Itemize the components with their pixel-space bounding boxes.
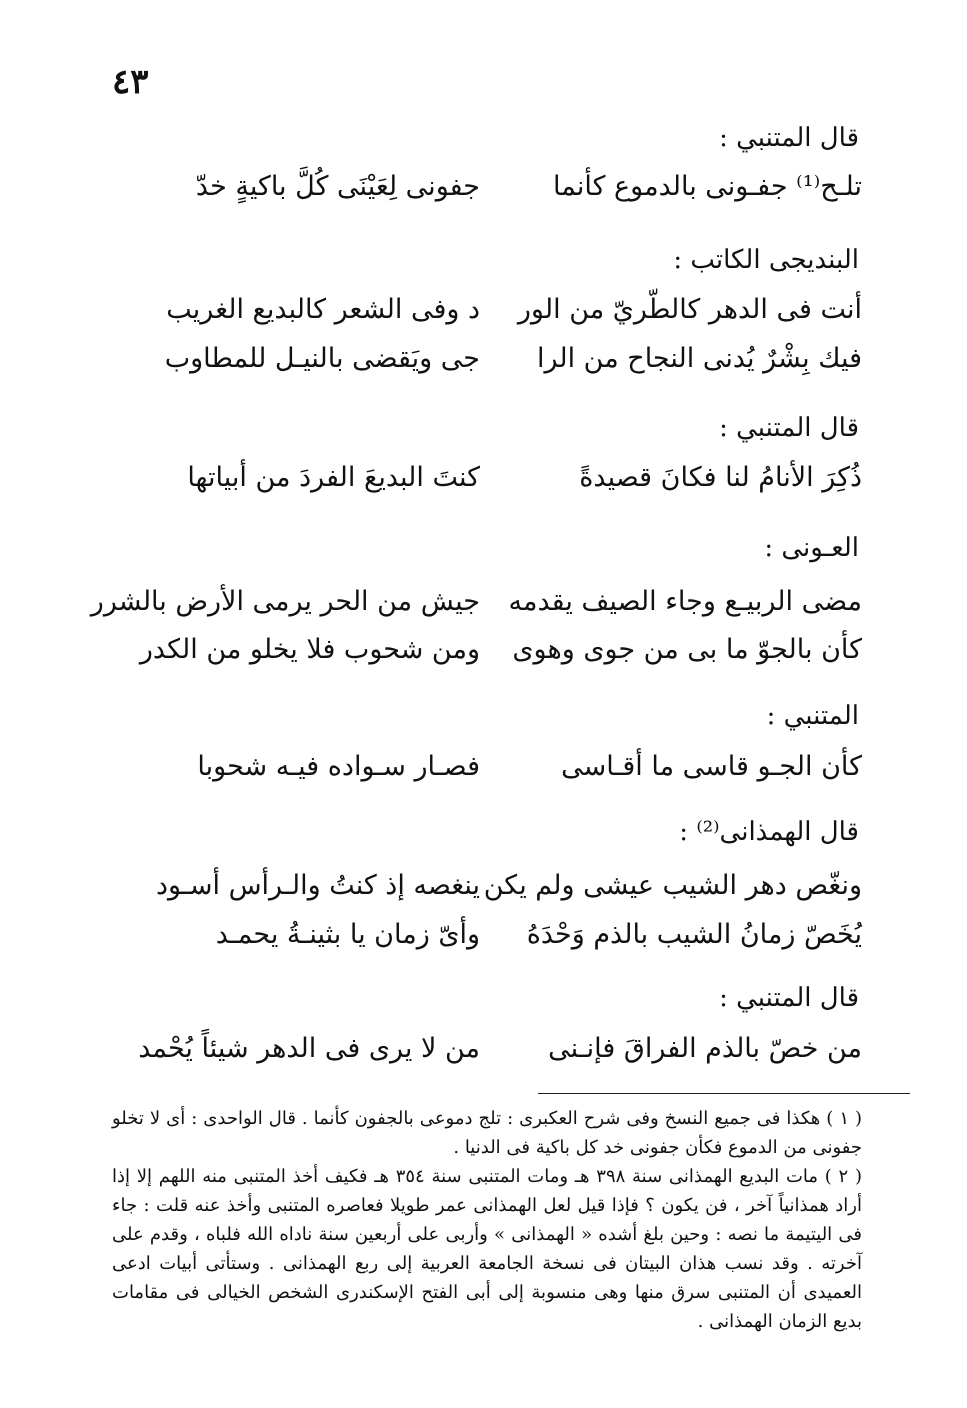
verse-first-hemistich: أنت فى الدهر كالطّريّ من الور (517, 294, 862, 325)
verse-first-hemistich: تلـح⁽¹⁾ جفـونى بالدموع كأنما (553, 171, 862, 202)
verse-first-hemistich: فيك بِشْرٌ يُدنى النجاح من الرا (536, 343, 862, 374)
verse-second-hemistich: د وفى الشعر كالبديع الغريب (166, 294, 480, 325)
verse-second-hemistich: ومن شحوب فلا يخلو من الكدر (139, 634, 480, 665)
footnotes (112, 1104, 862, 1336)
footnote-divider (538, 1093, 910, 1094)
footnote-2: ( ٢ ) مات البديع الهمذانى سنة ٣٩٨ هـ ومات المتنبى سنة ٣٥٤ هـ فكيف أخذ المتنبى منه اللهم إلا إذا أراد همذانياً آخر ، فن يكون ؟ فإذا قيل لعل الهمذانى عمر طويلا فعاصره المتنبى وأخذ عنه قلت : جاء فى اليتيمة ما نصه : وحين بلغ أشده « الهمذانى » وأربى على أربعين سنة ناداه الله فلباه ، وقدم على آخرته . وقد نسب هذان البيتان فى نسخة الجامعة العربية إلى ربع الهمذانى . وستأتى أبيات ادعى العميدى أن المتنبى سرق منها وهى منسوبة إلى أبى الفتح الإسكندرى الشخص الخيالى فى مقامات بديع الزمان الهمذانى . (112, 1166, 862, 1332)
verse-line (139, 628, 862, 672)
section-heading-7: قال المتنبي : (719, 983, 859, 1013)
section-heading-4: العـونى : (764, 533, 859, 563)
verse-first-hemistich: يُخَصّ زمانُ الشيب بالذم وَحْدَهُ (526, 919, 862, 950)
verse-line (150, 165, 862, 209)
verse-first-hemistich: من خصّ بالذم الفراقَ فإنـنى (548, 1033, 862, 1064)
verse-line (150, 913, 862, 957)
verse-second-hemistich: وأىّ زمان يا بثينـةُ يحمـد (215, 919, 480, 950)
verse-second-hemistich: فصـار سـواده فيـه شحوبا (197, 751, 480, 782)
verse-line (150, 456, 862, 500)
verse-second-hemistich: من لا يرى فى الدهر شيئاً يُحْمد (138, 1033, 480, 1064)
page-number: ٤٣ (112, 62, 149, 102)
verse-second-hemistich: جيش من الحر يرمى الأرض بالشرر (90, 586, 480, 617)
section-heading-1: قال المتنبي : (719, 123, 859, 153)
verse-first-hemistich: كأن بالجوّ ما بى من جوى وهوى (512, 634, 862, 665)
verse-line (150, 337, 862, 381)
verse-line (138, 1027, 862, 1071)
verse-first-hemistich: ذُكِرَ الأنامُ لنا فكانَ قصيدةً (579, 462, 862, 493)
verse-first-hemistich: ونغّص دهر الشيب عيشى ولم يكن (483, 870, 862, 901)
verse-line (150, 864, 862, 908)
section-heading-5: المتنبي : (766, 701, 859, 731)
verse-line (90, 580, 862, 624)
section-heading-6: قال الهمذانى⁽²⁾ : (679, 817, 859, 847)
footnote-1: ( ١ ) هكذا فى جميع النسخ وفى شرح العكبرى : تلج دموعى بالجفون كأنما . قال الواحدى : أى لا تخلو جفونى من الدموع فكأن جفونى خد كل باكية فى الدنيا . (112, 1108, 863, 1158)
verse-second-hemistich: ينغصه إذ كنتُ والـرأس أسـود (156, 870, 480, 901)
section-heading-2: البنديجى الكاتب : (673, 245, 859, 275)
verse-first-hemistich: كأن الجـو قاسى ما أقـاسى (561, 751, 862, 782)
verse-first-hemistich: مضى الربيـع وجاء الصيف يقدمه (508, 586, 862, 617)
verse-line (150, 288, 862, 332)
verse-second-hemistich: جى ويَقضى بالنيـل للمطاوب (164, 343, 480, 374)
verse-second-hemistich: كنتَ البديعَ الفردَ من أبياتها (187, 462, 480, 493)
verse-line (150, 745, 862, 789)
section-heading-3: قال المتنبي : (719, 413, 859, 443)
verse-second-hemistich: جفونى لِعَيْنَى كُلَّ باكيةٍ خدّ (195, 171, 480, 202)
